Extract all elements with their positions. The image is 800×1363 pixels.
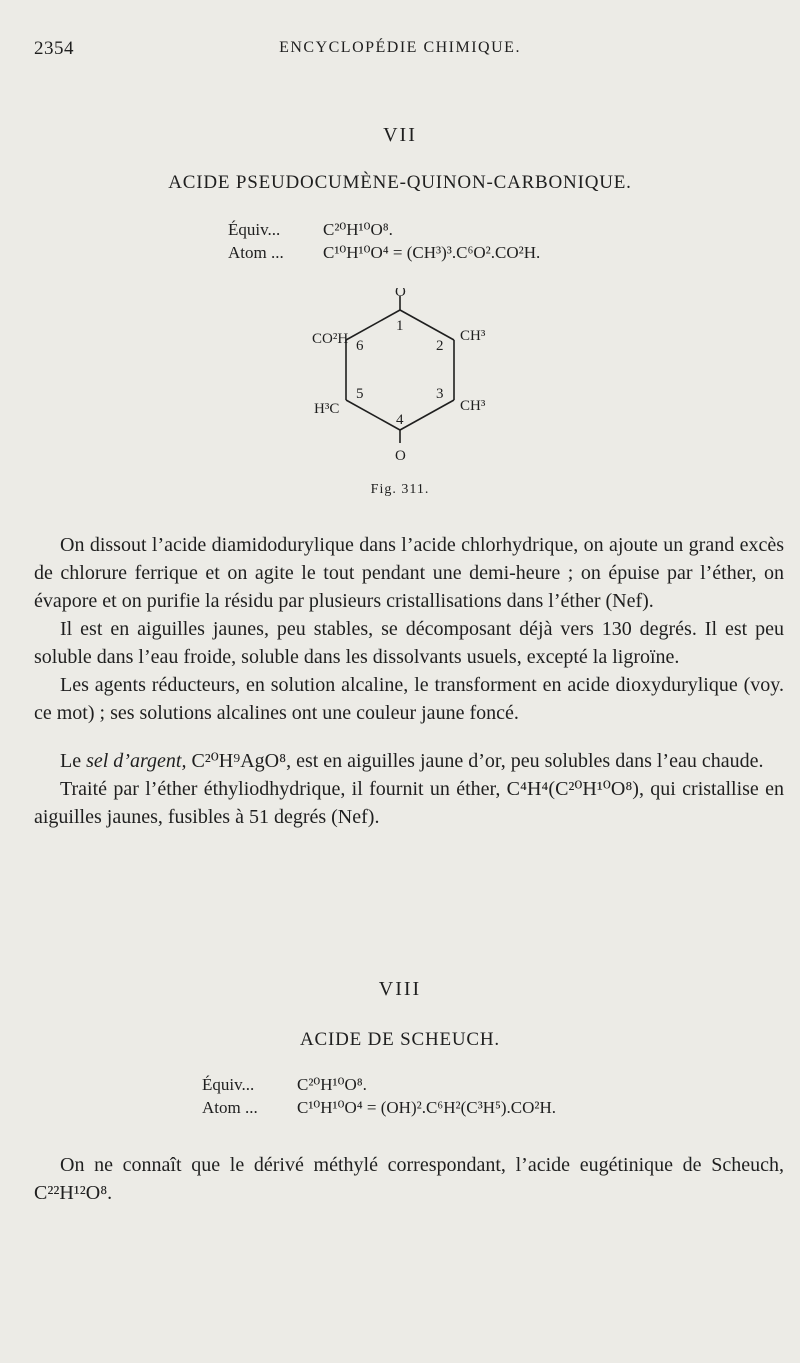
atom-formula: C¹⁰H¹⁰O⁴ = (OH)².C⁶H²(C³H⁵).CO²H. [297, 1098, 557, 1117]
text-run: C²⁰H⁹AgO⁸, est en aiguilles jaune d’or, peu solubles dans l’eau chaude. [186, 750, 764, 772]
position-3: 3 [436, 386, 444, 402]
paragraph [34, 747, 784, 775]
sub-bottom-right: CH³ [460, 398, 486, 414]
equiv-formula: C²⁰H¹⁰O⁸. [297, 1075, 367, 1094]
atom-label: Atom ... [228, 243, 284, 262]
position-2: 2 [436, 338, 444, 354]
equiv-label: Équiv... [202, 1075, 255, 1094]
running-title: ENCYCLOPÉDIE CHIMIQUE. [279, 39, 521, 56]
text-run: Le [60, 750, 87, 772]
section-title: ACIDE PSEUDOCUMÈNE-QUINON-CARBONIQUE. [168, 172, 632, 193]
sub-top-left: CO²H [312, 331, 349, 347]
figure-311 [300, 288, 530, 503]
paragraph: Les agents réducteurs, en solution alcaline, le transforment en acide dioxydurylique (voy. ce mot) ; ses solutions alcalines ont une couleur jaune foncé. [34, 674, 784, 724]
equiv-formula: C²⁰H¹⁰O⁸. [323, 220, 393, 239]
formula-block [228, 218, 540, 264]
atom-top-o: O [395, 288, 406, 300]
page-number: 2354 [34, 38, 74, 59]
body-text [34, 531, 784, 831]
position-5: 5 [356, 386, 364, 402]
atom-label: Atom ... [202, 1098, 258, 1117]
equiv-label: Équiv... [228, 220, 281, 239]
section-number: VIII [378, 978, 422, 1000]
quinone-ring-diagram [300, 288, 530, 498]
formula-block [202, 1073, 556, 1119]
paragraph: On ne connaît que le dérivé méthylé correspondant, l’acide eugétinique de Scheuch, C²²H¹²O⁸. [34, 1154, 784, 1204]
sub-top-right: CH³ [460, 328, 486, 344]
section-title: ACIDE DE SCHEUCH. [300, 1029, 500, 1050]
body-text [34, 1151, 784, 1207]
paragraph: Il est en aiguilles jaunes, peu stables, se décomposant déjà vers 130 degrés. Il est peu soluble dans l’eau froide, soluble dans les dissolvants usuels, excepté la ligroïne. [34, 618, 784, 668]
paragraph: Traité par l’éther éthyliodhydrique, il fournit un éther, C⁴H⁴(C²⁰H¹⁰O⁸), qui cristallise en aiguilles jaunes, fusibles à 51 degrés (Nef). [34, 778, 784, 828]
atom-bottom-o: O [395, 448, 406, 464]
sub-bottom-left: H³C [314, 401, 340, 417]
section-number: VII [383, 124, 417, 146]
position-6: 6 [356, 338, 364, 354]
page-header [34, 38, 766, 64]
emphasis: sel d’argent, [86, 750, 187, 772]
atom-formula: C¹⁰H¹⁰O⁴ = (CH³)³.C⁶O².CO²H. [323, 243, 541, 262]
position-4: 4 [396, 412, 404, 428]
position-1: 1 [396, 318, 404, 334]
figure-caption: Fig. 311. [370, 482, 430, 497]
paragraph: On dissout l’acide diamidodurylique dans l’acide chlorhydrique, on ajoute un grand excès de chlorure ferrique et on agite le tout pendant une demi-heure ; on épuise par l’éther, on évapore et on purifie la résidu par plusieurs cristallisations dans l’éther (Nef). [34, 534, 784, 612]
